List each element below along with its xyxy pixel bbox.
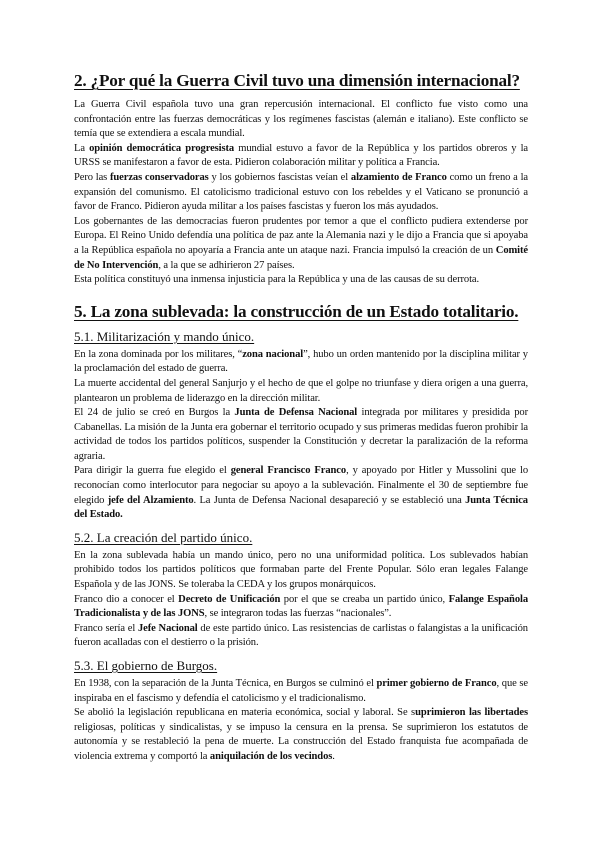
text-run: La	[74, 142, 90, 154]
paragraph	[74, 593, 528, 622]
paragraph	[74, 706, 528, 764]
bold-text: Junta Técnica del Estado.	[74, 494, 528, 521]
bold-text: uprimieron las libertades	[415, 707, 529, 719]
text-run: .	[332, 750, 335, 762]
text-run: , a la que se adhirieron 27 países.	[158, 259, 295, 271]
subsection-title-gobierno-burgos: 5.3. El gobierno de Burgos.	[74, 658, 218, 673]
subsection-title-partido-unico: 5.2. La creación del partido único.	[74, 529, 253, 545]
text-run: La muerte accidental del general Sanjurjo y el hecho de que el golpe no triunfase y diera origen a una guerra, plantearon un problema de liderazgo en la dirección militar.	[74, 377, 528, 404]
text-run: Franco dio a conocer el	[74, 593, 179, 605]
text-run: por el que se creaba un partido único,	[280, 593, 449, 605]
text-run: La Guerra Civil española tuvo una gran repercusión internacional. El conflicto fue visto como una confrontación entre las fuerzas democráticas y los regímenes fascistas (alemán e italiano). Este conflicto se temía que se extendiera a escala mundial.	[74, 99, 528, 140]
bold-text: Decreto de Unificación	[178, 593, 281, 605]
bold-text: Falange Española Tradicionalista y de las JONS	[74, 593, 528, 620]
paragraph	[74, 677, 528, 706]
paragraph	[74, 171, 528, 215]
text-run: . La Junta de Defensa Nacional desapareció y se estableció una	[193, 494, 466, 506]
paragraph	[74, 464, 528, 522]
text-run: Pero las	[74, 171, 110, 183]
text-run: integrada por militares y presidida por Cabanellas. La misión de la Junta era gobernar el territorio ocupado y sus primeras medidas fueron prohibir la actividad de todos los partidos políticos, suspender la Constitución y decretar la paralización de la reforma agraria.	[74, 407, 528, 462]
text-run: En la zona sublevada había un mando único, pero no una uniformidad política. Los sublevados habían prohibido todos los partidos políticos que formaban parte del Frente Popular. Sólo eran legales Falange Española y de las JONS. Se toleraba la CEDA y los grupos monárquicos.	[74, 549, 528, 591]
text-run: Franco sería el	[74, 622, 138, 634]
text-run: , y apoyado por Hitler y Mussolini que lo reconocían como interlocutor para negociar su apoyo a la sublevación. Finalmente el 30 de septiembre fue elegido	[74, 465, 528, 506]
text-run: religiosas, políticas y sindicalistas, y se impuso la censura en la prensa. Se suprimieron los estatutos de autonomía y se restableció la pena de muerte. La construcción del Estado franquista fue acompañada de violencia extrema y comportó la	[74, 721, 528, 762]
text-run: ”, hubo un orden mantenido por la disciplina militar y la proclamación del estado de guerra.	[74, 348, 528, 375]
text-run: como un freno a la expansión del comunismo. El catolicismo tradicional estuvo con los rebeldes y el Vaticano se pronunció a favor de Franco. Pidieron ayuda militar a los países fascistas y fueron los más ayudados.	[74, 171, 529, 213]
section-title-international: 2. ¿Por qué la Guerra Civil tuvo una dimensión internacional?	[74, 71, 520, 90]
bold-text: aniquilación de los vecindos	[209, 750, 333, 762]
text-run: En la zona dominada por los militares, “	[74, 348, 243, 360]
bold-text: jefe del Alzamiento	[107, 494, 194, 506]
bold-text: general Francisco Franco	[230, 465, 347, 477]
paragraph	[74, 406, 528, 464]
bold-text: alzamiento de Franco	[350, 171, 447, 183]
section-title-zona-sublevada: 5. La zona sublevada: la construcción de un Estado totalitario.	[74, 301, 519, 321]
paragraph	[74, 622, 528, 651]
text-run: Los gobernantes de las democracias fueron prudentes por temor a que el conflicto pudiera extenderse por Europa. El Reino Unido defendía una política de paz ante la Alemania nazi y le dijo a Francia que si apoyaba a la República española no apoyaría a Francia ante un ataque nazi. Francia impulsó la creación de un	[74, 215, 528, 256]
paragraph	[74, 549, 528, 593]
paragraph	[74, 348, 528, 377]
bold-text: Junta de Defensa Nacional	[234, 407, 358, 419]
text-run: y los gobiernos fascistas veían el	[208, 171, 351, 183]
paragraph	[74, 377, 528, 406]
bold-text: zona nacional	[242, 348, 304, 360]
text-run: de este partido único. Las resistencias de carlistas o falangistas a la unificación fueron acalladas con el destierro o la prisión.	[74, 622, 528, 649]
text-run: Esta política constituyó una inmensa injusticia para la República y una de las causas de su derrota.	[74, 274, 480, 286]
section-body-international	[74, 98, 528, 288]
bold-text: fuerzas conservadoras	[110, 171, 209, 183]
subsection-body-gobierno-burgos	[74, 677, 528, 765]
bold-text: opinión democrática progresista	[89, 142, 235, 154]
subsection-body-militarizacion	[74, 348, 528, 523]
text-run: Se abolió la legislación republicana en materia económica, social y laboral. Se s	[74, 707, 416, 719]
paragraph	[74, 98, 528, 142]
text-run: , se integraron todas las fuerzas “nacionales”.	[204, 608, 392, 620]
text-run: mundial estuvo a favor de la República y los partidos obreros y la URSS se manifestaron a favor de esta. Pidieron colaboración militar y política a Francia.	[74, 142, 528, 169]
subsection-body-partido-unico	[74, 549, 528, 651]
text-run: El 24 de julio se creó en Burgos la	[74, 407, 235, 419]
text-run: Para dirigir la guerra fue elegido el	[74, 465, 231, 477]
paragraph	[74, 142, 528, 171]
text-run: , que se inspiraba en el fascismo y defendía el catolicismo y el tradicionalismo.	[74, 678, 529, 704]
bold-text: Jefe Nacional	[137, 622, 198, 634]
bold-text: Comité de No Intervención	[74, 244, 528, 271]
paragraph	[74, 215, 528, 273]
paragraph	[74, 273, 528, 288]
bold-text: primer gobierno de Franco	[376, 678, 497, 689]
subsection-title-militarizacion: 5.1. Militarización y mando único.	[74, 328, 255, 344]
text-run: En 1938, con la separación de la Junta Técnica, en Burgos se culminó el	[74, 678, 377, 689]
